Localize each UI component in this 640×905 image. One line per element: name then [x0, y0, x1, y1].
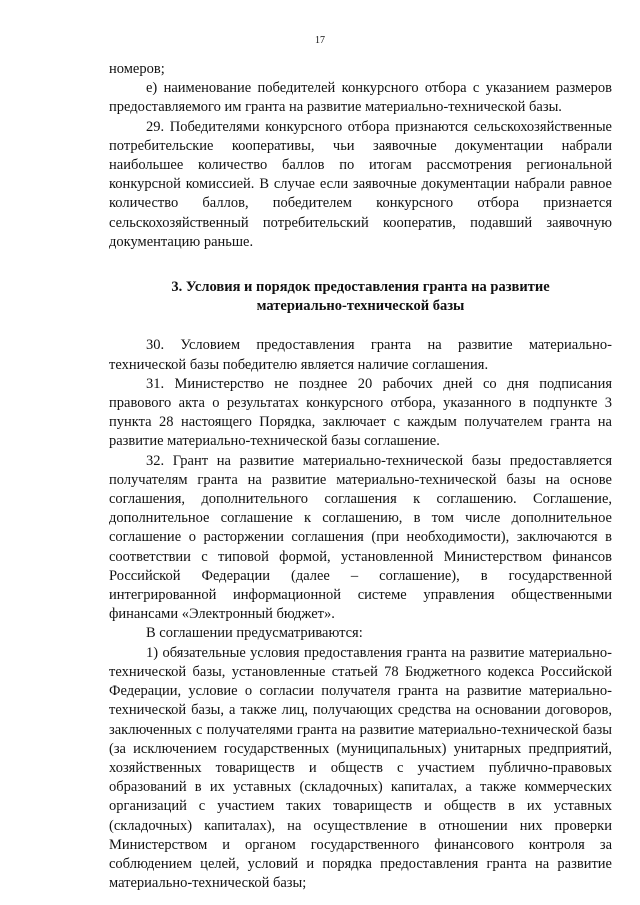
- document-body: [109, 60, 612, 893]
- paragraph-item-e: е) наименование победителей конкурсного отбора с указанием размеров предоставляемого им гранта на развитие материально-технической базы.: [109, 80, 612, 116]
- page-number: 17: [315, 35, 325, 46]
- paragraph-30: 30. Условием предоставления гранта на развитие материально-технической базы победителю является наличие соглашения.: [109, 337, 612, 373]
- paragraph-agreement-provisions: В соглашении предусматриваются:: [146, 625, 363, 642]
- section-heading: [109, 278, 612, 316]
- paragraph-31: 31. Министерство не позднее 20 рабочих дней со дня подписания правового акта о результатах конкурсного отбора, указанного в подпункте 3 пункта 28 настоящего Порядка, заключает с каждым получателем гранта на развитие материально-технической базы соглашение.: [109, 375, 612, 450]
- paragraph-29: 29. Победителями конкурсного отбора признаются сельскохозяйственные потребительские кооперативы, чьи заявочные документации набрали наибольшее количество баллов по итогам рассмотрения региональной конкурсной комиссией. В случае если заявочные документации набрали равное количество баллов, победителем конкурсного отбора признается сельскохозяйственный потребительский кооператив, подавший заявочную документацию раньше.: [109, 118, 612, 250]
- section-heading-line-1: 3. Условия и порядок предоставления гранта на развитие: [171, 279, 550, 296]
- section-heading-line-2: материально-технической базы: [256, 298, 465, 315]
- paragraph-provision-1: 1) обязательные условия предоставления гранта на развитие материально-технической базы, установленные статьей 78 Бюджетного кодекса Российской Федерации, условие о согласии получателя гранта на развитие материально-технической базы, а также лиц, получающих средства на основании договоров, заключенных с получателями гранта на развитие материально-технической базы (за исключением государственных (муниципальных) унитарных предприятий, хозяйственных товариществ и обществ с участием публично-правовых образований в их уставных (складочных) капиталах, а также коммерческих организаций с участием таких товариществ и обществ в их уставных (складочных) капиталах), на осуществление в отношении них проверки Министерством и органом государственного финансового контроля за соблюдением целей, условий и порядка предоставления гранта на развитие материально-технической базы;: [109, 644, 612, 892]
- paragraph-32: 32. Грант на развитие материально-технической базы предоставляется получателям гранта на развитие материально-технической базы на основе соглашения, дополнительного соглашения к соглашению. Соглашение, дополнительное соглашение к соглашению, в том числе дополнительное соглашение о расторжении соглашения (при необходимости), заключаются в соответствии с типовой формой, установленной Министерством финансов Российской Федерации (далее – соглашение), в государственной интегрированной информационной системе управления общественными финансами «Электронный бюджет».: [109, 452, 612, 623]
- paragraph-numbers-end: номеров;: [109, 61, 165, 77]
